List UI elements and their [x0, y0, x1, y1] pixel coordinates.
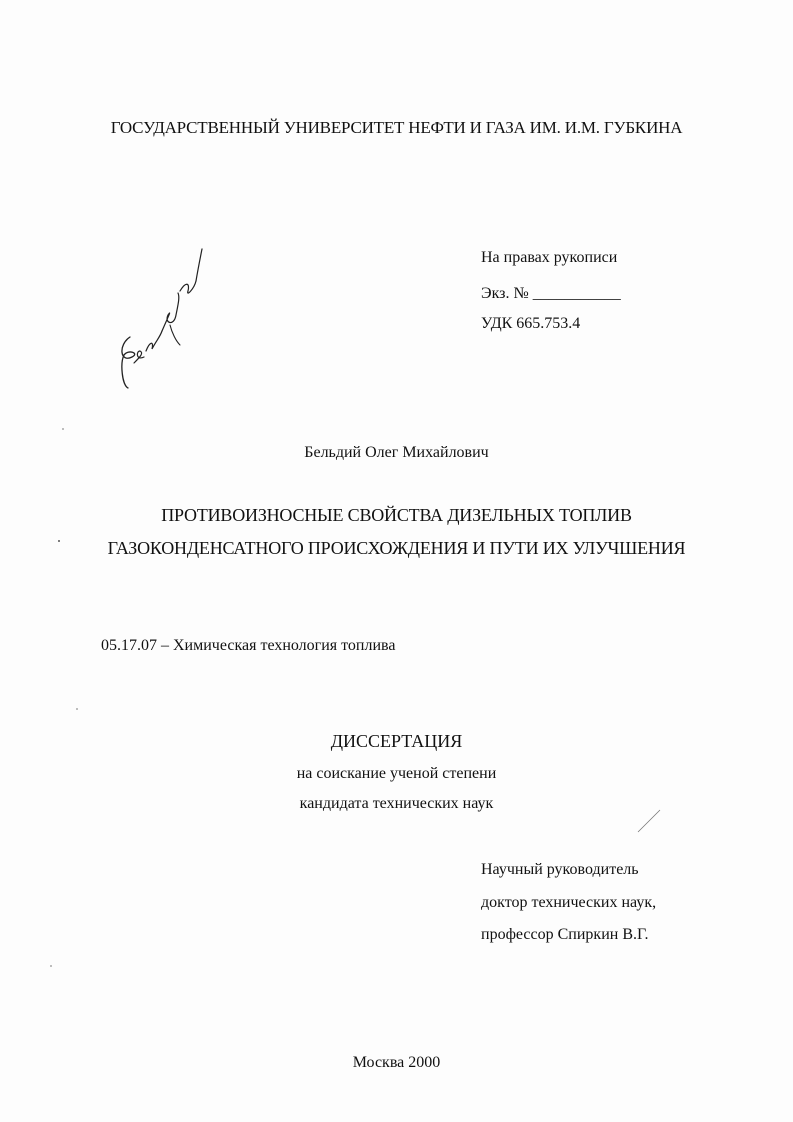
scan-speck — [50, 965, 52, 967]
copy-number-blank: ___________ — [532, 285, 621, 302]
dissertation-heading: ДИССЕРТАЦИЯ — [330, 731, 463, 751]
place-and-year: Москва 2000 — [352, 1054, 441, 1071]
scan-speck — [62, 428, 64, 430]
udc-code: УДК 665.753.4 — [481, 315, 581, 332]
degree-line-1: на соискание ученой степени — [296, 765, 497, 782]
scan-speck — [58, 540, 60, 542]
handwritten-signature — [110, 245, 220, 395]
copy-number-line — [481, 284, 621, 304]
copy-number-label: Экз. № — [481, 285, 529, 302]
supervisor-name: профессор Спиркин В.Г. — [481, 926, 649, 943]
thesis-title-line-1: ПРОТИВОИЗНОСНЫЕ СВОЙСТВА ДИЗЕЛЬНЫХ ТОПЛИВ — [161, 505, 632, 525]
thesis-title-line-2: ГАЗОКОНДЕНСАТНОГО ПРОИСХОЖДЕНИЯ И ПУТИ ИХ УЛУЧШЕНИЯ — [107, 538, 686, 558]
author-name: Бельдий Олег Михайлович — [304, 444, 489, 461]
manuscript-rights: На правах рукописи — [481, 249, 618, 266]
specialty-code: 05.17.07 – Химическая технология топлива — [101, 637, 396, 654]
supervisor-degree: доктор технических наук, — [481, 894, 657, 911]
pencil-mark — [636, 808, 662, 834]
university-name: ГОСУДАРСТВЕННЫЙ УНИВЕРСИТЕТ НЕФТИ И ГАЗА ИМ. И.М. ГУБКИНА — [110, 118, 683, 137]
scan-speck — [76, 708, 78, 710]
degree-line-2: кандидата технических наук — [299, 795, 494, 812]
supervisor-label: Научный руководитель — [481, 861, 639, 878]
